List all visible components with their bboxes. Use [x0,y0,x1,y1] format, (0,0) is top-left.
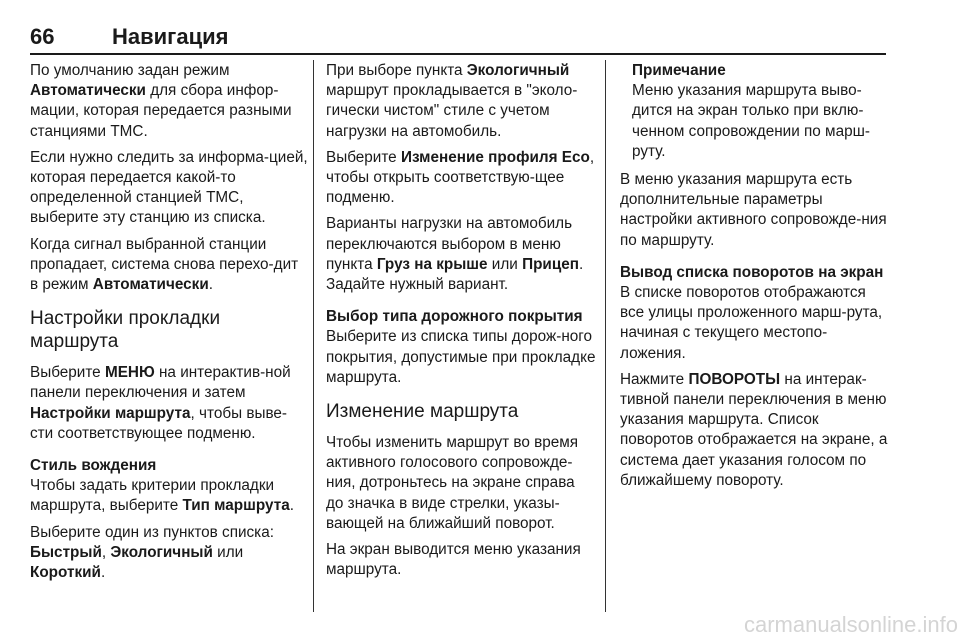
paragraph: По умолчанию задан режим Автоматически для сбора инфор-мации, которая передается разными станциями TMC. [30,62,292,140]
paragraph: Выберите Изменение профиля Eco, чтобы открыть соответствую-щее подменю. [326,148,595,207]
paragraph: Выберите из списка типы дорож-ного покрытия, допустимые при прокладке маршрута. [326,328,596,386]
note-block [620,61,892,162]
page-title: Навигация [112,24,229,49]
section-heading: Настройки прокладки маршрута [30,308,221,353]
section-heading: Изменение маршрута [326,401,519,423]
paragraph: В меню указания маршрута есть дополнительные параметры настройки активного сопровожде-ния по маршруту. [620,171,887,249]
paragraph: Варианты нагрузки на автомобиль переключаются выбором в меню пункта Груз на крыше или Прицеп. Задайте нужный вариант. [326,215,584,294]
paragraph: На экран выводится меню указания маршрута. [326,541,581,579]
header-rule [30,53,886,55]
page-number: 66 [30,24,55,49]
paragraph: Если нужно следить за информа-цией, которая передается какой-то определенной станцией TMC, выберите эту станцию из списка. [30,148,308,227]
note-title: Примечание [632,62,726,79]
paragraph: Чтобы изменить маршрут во время активного голосового сопровожде-ния, дотроньтесь на экране справа до значка в виде стрелки, указы-вающей на ближайший поворот. [326,434,579,532]
paragraph: Выберите один из пунктов списка: Быстрый, Экологичный или Короткий. [30,523,274,582]
paragraph: В списке поворотов отображаются все улицы проложенного марш-рута, начиная с текущего местопо-ложения. [620,284,883,362]
watermark: carmanualsonline.info [743,612,958,637]
paragraph: Чтобы задать критерии прокладки маршрута, выберите Тип маршрута. [30,477,294,515]
column-divider-2 [605,60,606,612]
subheading: Вывод списка поворотов на экран [620,263,884,281]
column-2 [326,61,596,586]
paragraph: При выборе пункта Экологичный маршрут прокладывается в "эколо-гически чистом" стиле с учетом нагрузки на автомобиль. [326,62,578,140]
paragraph: Выберите МЕНЮ на интерактив-ной панели переключения и затем Настройки маршрута, чтобы выве-сти соответствующее подменю. [30,364,291,442]
page-header [30,24,886,54]
subheading: Выбор типа дорожного покрытия [326,308,583,326]
paragraph: Когда сигнал выбранной станции пропадает, система снова перехо-дит в режим Автоматически. [30,235,299,294]
note-text: Меню указания маршрута выво-дится на экран только при вклю-ченном сопровождении по марш-руту. [632,82,870,160]
column-1 [30,61,308,589]
column-3 [620,61,892,497]
column-divider-1 [313,60,314,612]
paragraph: Нажмите ПОВОРОТЫ на интерак-тивной панели переключения в меню указания маршрута. Список поворотов отображается на экране, а система дает указания голосом по ближайшему повороту. [620,370,888,489]
subheading: Стиль вождения [30,457,157,475]
